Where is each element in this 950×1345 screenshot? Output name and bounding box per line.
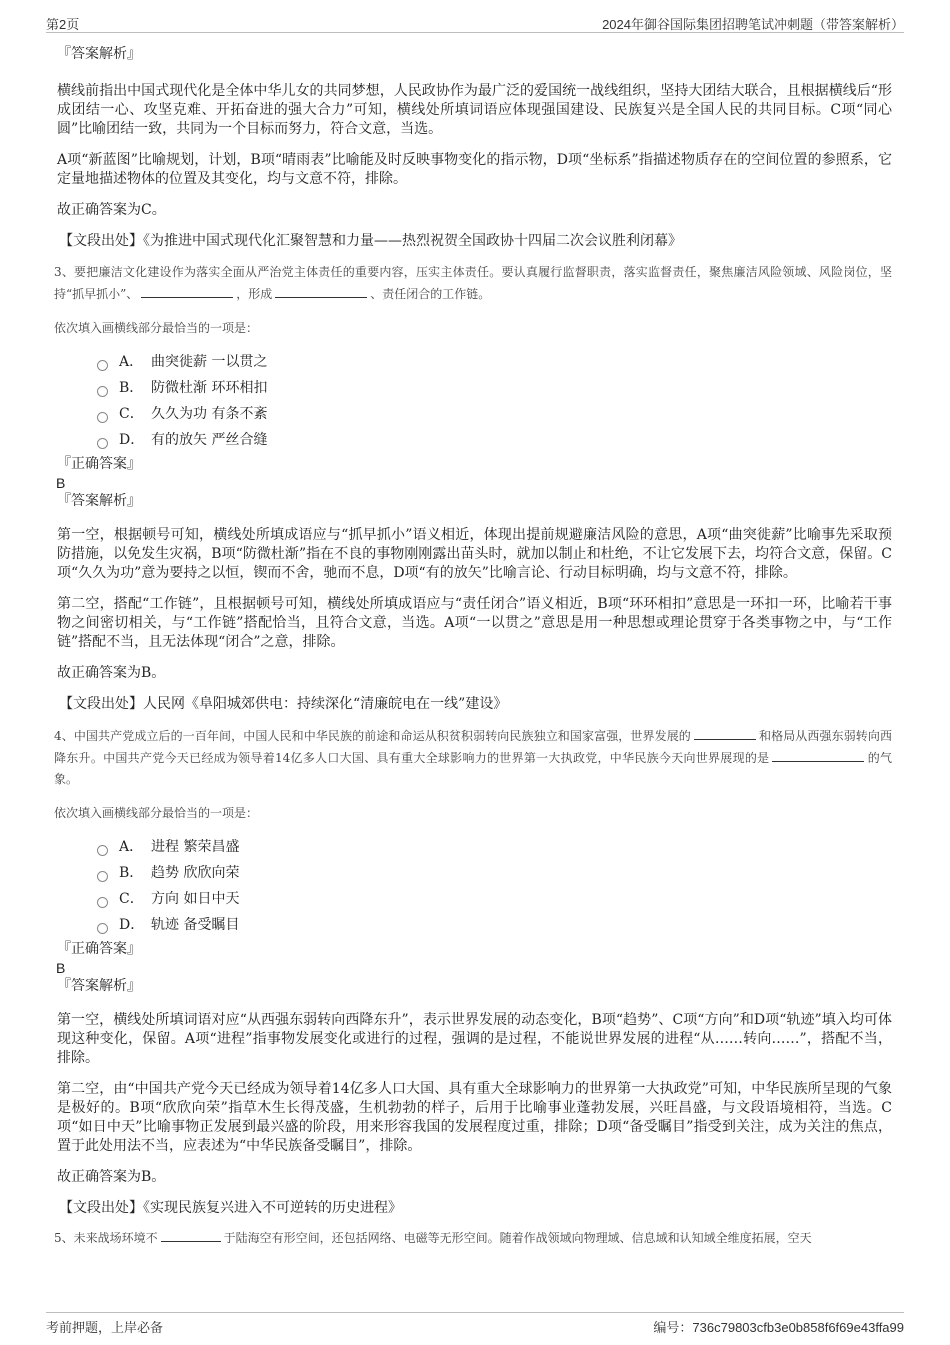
source-citation: 【文段出处】《为推进中国式现代化汇聚智慧和力量——热烈祝贺全国政协十四届二次会议胜利闭幕》 [59,233,682,249]
fill-blank [161,1227,221,1242]
option-b[interactable]: B． 趋势 欣欣向荣 [97,860,892,886]
analysis-paragraph: 横线前指出中国式现代化是全体中华儿女的共同梦想，人民政协作为最广泛的爱国统一战线组织，坚持大团结大联合，且根据横线后“形成团结一心、攻坚克难、开拓奋进的强大合力”可知，横线处所填词语应体现强国建设、民族复兴是全国人民的共同目标。C项“同心圆”比喻团结一致，共同为一个目标而努力，符合文意，当选。 [57,83,892,137]
analysis-paragraph: 第二空，搭配“工作链”，且根据顿号可知，横线处所填成语应与“责任闭合”语义相近，B项“环环相扣”意思是一环扣一环，比喻若干事物之间密切相关，与“工作链”搭配恰当，且符合文意，当选。A项“一以贯之”意思是用一种思想或理论贯穿于各类事物之中，与“工作链”搭配不当，且无法体现“闭合”之意，排除。 [57,596,892,650]
analysis-label: 『答案解析』 [57,493,141,509]
fill-blank [772,747,864,762]
fill-blank [275,283,367,298]
stem-text: 于陆海空有形空间，还包括网络、电磁等无形空间。随着作战领域向物理域、信息域和认知域全维度拓展，空天 [223,1231,812,1245]
stem-text: 的气象。 [54,751,892,786]
radio-icon[interactable] [97,360,108,371]
page-header [46,12,904,33]
question-prompt: 依次填入画横线部分最恰当的一项是： [54,321,259,335]
option-d[interactable]: D． 轨迹 备受瞩目 [97,912,892,938]
page-number: 第2页 [46,17,80,32]
radio-icon[interactable] [97,386,108,397]
conclusion-text: 故正确答案为B。 [57,1169,166,1185]
conclusion-text: 故正确答案为B。 [57,665,166,681]
answer-value: B [56,960,66,976]
analysis-paragraph: A项“新蓝图”比喻规划，计划，B项“晴雨表”比喻能及时反映事物变化的指示物，D项“坐标系”指描述物质存在的空间位置的参照系，它定量地描述物体的位置及其变化，均与文意不符，排除。 [57,152,892,187]
answer-value: B [56,475,66,491]
stem-text: 和格局从西强东弱转向西降东升。中国共产党今天已经成为领导着14亿多人口大国、具有重大全球影响力的世界第一大执政党，中华民族今天向世界展现的是 [54,729,892,765]
option-c[interactable]: C． 久久为功 有条不紊 [97,401,892,427]
radio-icon[interactable] [97,923,108,934]
document-body [54,45,892,1249]
source-citation: 【文段出处】人民网《阜阳城郊供电：持续深化“清廉皖电在一线”建设》 [59,696,508,712]
answer-label: 『正确答案』 [57,941,141,957]
option-a[interactable]: A． 曲突徙薪 一以贯之 [97,349,892,375]
option-a[interactable]: A． 进程 繁荣昌盛 [97,834,892,860]
footer-slogan: 考前押题，上岸必备 [46,1320,164,1335]
option-list [97,349,892,453]
option-b[interactable]: B． 防微杜渐 环环相扣 [97,375,892,401]
source-citation: 【文段出处】《实现民族复兴进入不可逆转的历史进程》 [59,1200,402,1216]
fill-blank [141,283,233,298]
radio-icon[interactable] [97,897,108,908]
option-c[interactable]: C． 方向 如日中天 [97,886,892,912]
option-list [97,834,892,938]
analysis-label: 『答案解析』 [57,46,141,62]
analysis-label: 『答案解析』 [57,978,141,994]
question-stem [54,725,892,790]
option-d[interactable]: D． 有的放矢 严丝合缝 [97,427,892,453]
stem-text: 4、中国共产党成立后的一百年间，中国人民和中华民族的前途和命运从积贫积弱转向民族独立和国家富强，世界发展的 [54,729,691,743]
document-title: 2024年御谷国际集团招聘笔试冲刺题（带答案解析） [602,17,904,32]
analysis-paragraph: 第一空，横线处所填词语对应“从西强东弱转向西降东升”，表示世界发展的动态变化，B项“趋势”、C项“方向”和D项“轨迹”填入均可体现这种变化，保留。A项“进程”指事物发展变化或进行的过程，强调的是过程，不能说世界发展的进程“从……转向……”，搭配不当，排除。 [57,1012,892,1066]
question-prompt: 依次填入画横线部分最恰当的一项是： [54,806,259,820]
answer-label: 『正确答案』 [57,456,141,472]
radio-icon[interactable] [97,412,108,423]
stem-text: 5、未来战场环境不 [54,1231,158,1245]
stem-text: 、责任闭合的工作链。 [370,287,491,301]
analysis-paragraph: 第二空，由“中国共产党今天已经成为领导着14亿多人口大国、具有重大全球影响力的世界第一大执政党”可知，中华民族所呈现的气象是极好的。B项“欣欣向荣”指草木生长得茂盛，生机勃勃的样子，后用于比喻事业蓬勃发展，兴旺昌盛，与文段语境相符，当选。C项“如日中天”比喻事物正发展到最兴盛的阶段，用来形容我国的发展程度过重，排除；D项“备受瞩目”指受到关注，成为关注的焦点，置于此处用法不当，应表述为“中华民族备受瞩目”，排除。 [57,1081,892,1154]
document-id: 编号：736c79803cfb3e0b858f6f69e43ffa99 [653,1320,904,1335]
question-stem [54,1227,892,1249]
conclusion-text: 故正确答案为C。 [57,202,166,218]
radio-icon[interactable] [97,438,108,449]
radio-icon[interactable] [97,871,108,882]
stem-text: ，形成 [236,287,273,301]
stem-text: 3、要把廉洁文化建设作为落实全面从严治党主体责任的重要内容，压实主体责任。要认真履行监督职责，落实监督责任，聚焦廉洁风险领域、风险岗位，坚持“抓早抓小”、 [54,265,892,301]
question-stem [54,262,892,305]
analysis-paragraph: 第一空，根据顿号可知，横线处所填成语应与“抓早抓小”语义相近，体现出提前规避廉洁风险的意思，A项“曲突徙薪”比喻事先采取预防措施，以免发生灾祸，B项“防微杜渐”指在不良的事物刚刚露出苗头时，就加以制止和杜绝，不让它发展下去，均符合文意，保留。C项“久久为功”意为要持之以恒，锲而不舍，驰而不息，D项“有的放矢”比喻言论、行动目标明确，均与文意不符，排除。 [57,527,892,581]
page-footer [46,1312,904,1333]
fill-blank [694,725,756,740]
radio-icon[interactable] [97,845,108,856]
